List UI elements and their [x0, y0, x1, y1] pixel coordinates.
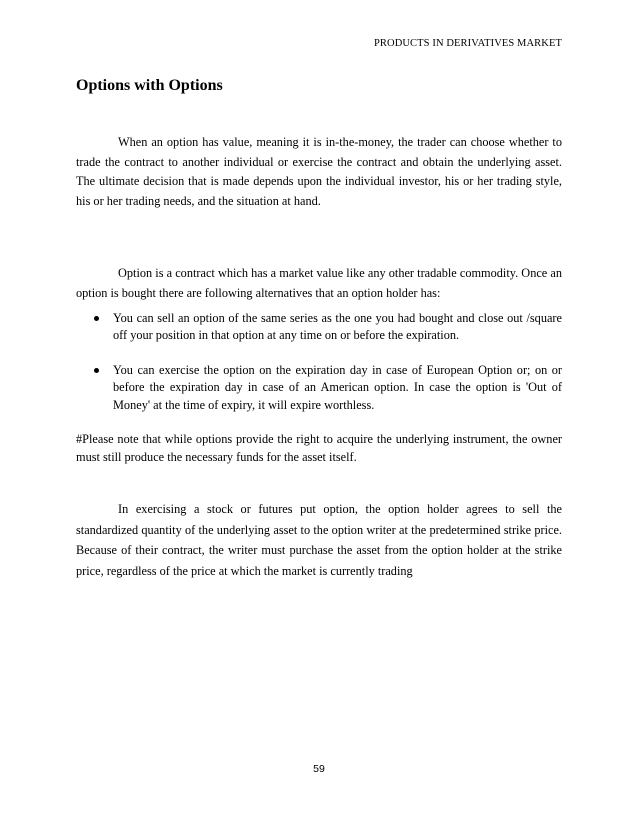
paragraph-in-the-money: When an option has value, meaning it is in-the-money, the trader can choose whether to trade the contract to another individual or exercise the contract and obtain the underlying asset. The ultimate decision that is made depends upon the individual investor, his or her trading style, his or her trading needs, and the situation at hand.: [76, 135, 562, 208]
list-item: [76, 362, 562, 414]
bullet-list-exercise: [76, 362, 562, 414]
note-paragraph: #Please note that while options provide the right to acquire the underlying instrument, the owner must still produce the necessary funds for the asset itself.: [76, 432, 562, 464]
paragraph-put-option: In exercising a stock or futures put option, the option holder agrees to sell the standardized quantity of the underlying asset to the option writer at the predetermined strike price. Because of their contract, the writer must purchase the asset from the option holder at the strike price, regardless of the price at which the market is currently trading: [76, 502, 562, 578]
list-item: [76, 310, 562, 345]
bullet-text: You can sell an option of the same series as the one you had bought and close out /square off your position in that option at any time on or before the expiration.: [113, 311, 562, 343]
bullet-list-sell: [76, 310, 562, 345]
section-title: Options with Options: [76, 77, 223, 94]
running-header: PRODUCTS IN DERIVATIVES MARKET: [373, 38, 562, 49]
bullet-icon: [94, 316, 99, 321]
page-number: 59: [313, 763, 325, 775]
bullet-text: You can exercise the option on the expiration day in case of European Option or; on or before the expiration day in case of an American option. In case the option is 'Out of Money' at the time of expiry, it will expire worthless.: [113, 363, 562, 412]
paragraph-option-contract: Option is a contract which has a market value like any other tradable commodity. Once an option is bought there are following alternatives that an option holder has:: [76, 266, 562, 300]
bullet-icon: [94, 368, 99, 373]
